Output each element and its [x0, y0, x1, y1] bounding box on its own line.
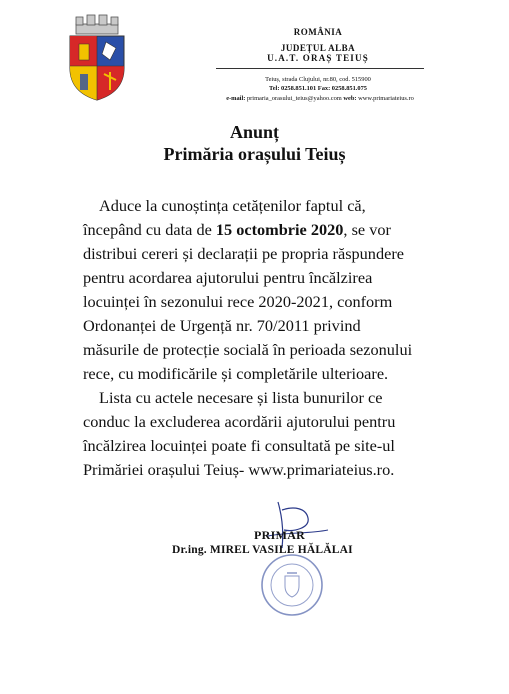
letterhead-uat: U.A.T. ORAȘ TEIUȘ [267, 53, 369, 63]
letterhead-address: Teiuș, strada Clujului, nr.80, cod. 515900 [265, 76, 371, 83]
body-line: pentru acordarea ajutorului pentru încălzirea [83, 268, 373, 287]
coat-of-arms-icon [62, 14, 132, 102]
body-line: Lista cu actele necesare și lista bunurilor ce [99, 388, 383, 407]
letterhead-contact [150, 95, 490, 102]
body-line: măsurile de protecție socială în perioada sezonului [83, 340, 413, 359]
body-line: locuinței în sezonului rece 2020-2021, conform [83, 292, 393, 311]
announcement-subtitle: Primăria orașului Teiuș [163, 144, 346, 164]
body-line: rece, cu modificările și completările ulterioare. [83, 364, 389, 383]
date-highlight: 15 octombrie 2020 [215, 220, 344, 239]
body-line: începând cu data de 15 octombrie 2020, se vor [83, 220, 391, 239]
web-label: web: [343, 95, 357, 102]
web-address[interactable]: www.primariateius.ro [358, 95, 414, 102]
email-label: e-mail: [226, 95, 246, 102]
official-stamp [258, 552, 326, 618]
signatory-name: Dr.ing. MIREL VASILE HĂLĂLAI [172, 544, 353, 556]
letterhead-county: JUDEȚUL ALBA [280, 43, 356, 53]
announcement-title: Anunț [229, 122, 280, 142]
body-line: distribui cereri și declarații pe propria răspundere [83, 244, 404, 263]
body-line: Aduce la cunoștința cetățenilor faptul că, [99, 196, 366, 215]
letterhead-phone: Tel: 0258.851.101 Fax: 0258.851.075 [269, 85, 367, 92]
letterhead-country: ROMÂNIA [293, 27, 343, 37]
body-line: Ordonanței de Urgență nr. 70/2011 privind [83, 316, 361, 335]
body-line: încălzirea locuinței poate fi consultată pe site-ul [83, 436, 395, 455]
letterhead-divider [216, 68, 424, 69]
body-line: Primăriei orașului Teiuș- www.primariateius.ro. [83, 460, 395, 479]
signatory-title: PRIMAR [254, 528, 306, 542]
email-address[interactable]: primaria_orasului_teius@yahoo.com [246, 95, 342, 102]
body-line: conduc la excluderea acordării ajutorului pentru [83, 412, 396, 431]
